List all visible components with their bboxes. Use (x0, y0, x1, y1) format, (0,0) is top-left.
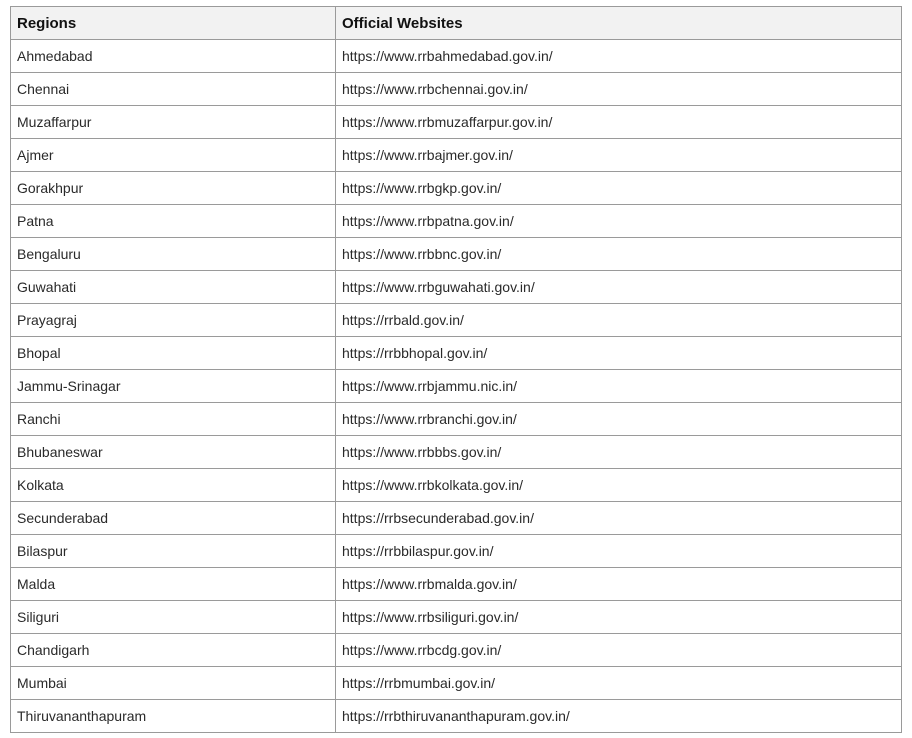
website-url-cell: https://www.rrbbnc.gov.in/ (336, 238, 902, 271)
website-url-cell: https://www.rrbjammu.nic.in/ (336, 370, 902, 403)
region-cell: Ajmer (11, 139, 336, 172)
table-row (11, 172, 902, 205)
table-row (11, 601, 902, 634)
table-row (11, 304, 902, 337)
website-url-cell: https://www.rrbahmedabad.gov.in/ (336, 40, 902, 73)
website-url-cell: https://rrbbilaspur.gov.in/ (336, 535, 902, 568)
table-row (11, 667, 902, 700)
website-url-cell: https://www.rrbmuzaffarpur.gov.in/ (336, 106, 902, 139)
regions-websites-table (10, 6, 902, 733)
table-row (11, 436, 902, 469)
region-cell: Bilaspur (11, 535, 336, 568)
table-row (11, 634, 902, 667)
website-url-cell: https://rrbald.gov.in/ (336, 304, 902, 337)
region-cell: Jammu-Srinagar (11, 370, 336, 403)
website-url-cell: https://rrbthiruvananthapuram.gov.in/ (336, 700, 902, 733)
table-body (11, 40, 902, 733)
region-cell: Bhubaneswar (11, 436, 336, 469)
website-url-cell: https://www.rrbgkp.gov.in/ (336, 172, 902, 205)
region-cell: Prayagraj (11, 304, 336, 337)
table-row (11, 271, 902, 304)
region-cell: Malda (11, 568, 336, 601)
region-cell: Guwahati (11, 271, 336, 304)
table-row (11, 502, 902, 535)
table-row (11, 73, 902, 106)
website-url-cell: https://rrbmumbai.gov.in/ (336, 667, 902, 700)
region-cell: Kolkata (11, 469, 336, 502)
website-url-cell: https://www.rrbpatna.gov.in/ (336, 205, 902, 238)
website-url-cell: https://www.rrbranchi.gov.in/ (336, 403, 902, 436)
website-url-cell: https://www.rrbmalda.gov.in/ (336, 568, 902, 601)
website-url-cell: https://www.rrbcdg.gov.in/ (336, 634, 902, 667)
header-regions: Regions (11, 7, 336, 40)
website-url-cell: https://www.rrbchennai.gov.in/ (336, 73, 902, 106)
website-url-cell: https://www.rrbsiliguri.gov.in/ (336, 601, 902, 634)
region-cell: Ahmedabad (11, 40, 336, 73)
region-cell: Bengaluru (11, 238, 336, 271)
region-cell: Patna (11, 205, 336, 238)
table-row (11, 205, 902, 238)
table-row (11, 568, 902, 601)
table-row (11, 403, 902, 436)
region-cell: Chandigarh (11, 634, 336, 667)
region-cell: Ranchi (11, 403, 336, 436)
table-row (11, 370, 902, 403)
table-row (11, 106, 902, 139)
table-row (11, 139, 902, 172)
region-cell: Bhopal (11, 337, 336, 370)
region-cell: Secunderabad (11, 502, 336, 535)
region-cell: Mumbai (11, 667, 336, 700)
website-url-cell: https://www.rrbkolkata.gov.in/ (336, 469, 902, 502)
region-cell: Siliguri (11, 601, 336, 634)
header-official-websites: Official Websites (336, 7, 902, 40)
website-url-cell: https://www.rrbajmer.gov.in/ (336, 139, 902, 172)
table-row (11, 238, 902, 271)
region-cell: Chennai (11, 73, 336, 106)
table-row (11, 700, 902, 733)
website-url-cell: https://www.rrbguwahati.gov.in/ (336, 271, 902, 304)
region-cell: Muzaffarpur (11, 106, 336, 139)
website-url-cell: https://rrbbhopal.gov.in/ (336, 337, 902, 370)
region-cell: Gorakhpur (11, 172, 336, 205)
table-row (11, 535, 902, 568)
table-row (11, 469, 902, 502)
region-cell: Thiruvananthapuram (11, 700, 336, 733)
table-header-row (11, 7, 902, 40)
website-url-cell: https://www.rrbbbs.gov.in/ (336, 436, 902, 469)
table-row (11, 337, 902, 370)
table-row (11, 40, 902, 73)
website-url-cell: https://rrbsecunderabad.gov.in/ (336, 502, 902, 535)
